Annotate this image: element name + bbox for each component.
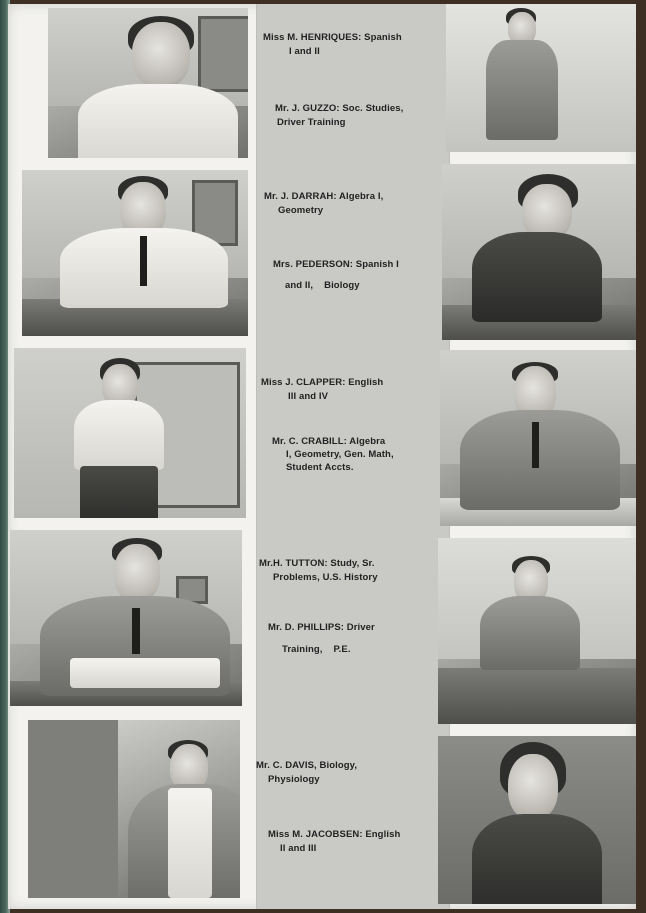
caption-line: Physiology bbox=[268, 774, 320, 785]
caption-line: I, Geometry, Gen. Math, bbox=[286, 449, 394, 460]
caption-line: Driver Training bbox=[277, 117, 346, 128]
caption-davis bbox=[256, 759, 357, 787]
photo-pederson bbox=[442, 164, 636, 340]
caption-line: Mr. J. DARRAH: Algebra I, bbox=[264, 191, 384, 202]
photo-darrah bbox=[22, 170, 248, 336]
photo-jacobsen bbox=[438, 736, 636, 904]
caption-line: Miss M. JACOBSEN: English bbox=[268, 829, 401, 840]
photo-henriques bbox=[48, 8, 248, 158]
caption-line: Mr. J. GUZZO: Soc. Studies, bbox=[275, 103, 404, 114]
caption-guzzo bbox=[275, 102, 403, 130]
yearbook-page bbox=[8, 4, 636, 909]
photo-guzzo bbox=[446, 4, 636, 152]
caption-tutton bbox=[259, 557, 378, 585]
caption-phillips bbox=[268, 621, 375, 657]
caption-line: Mr. C. DAVIS, Biology, bbox=[256, 760, 358, 771]
caption-jacobsen bbox=[268, 828, 400, 856]
caption-line: Training, P.E. bbox=[282, 644, 351, 655]
caption-line: I and II bbox=[289, 46, 320, 57]
photo-davis bbox=[28, 720, 240, 898]
caption-line: Geometry bbox=[278, 205, 324, 216]
caption-crabill bbox=[272, 435, 394, 474]
caption-line: Student Accts. bbox=[286, 462, 354, 473]
photo-clapper bbox=[14, 348, 246, 518]
caption-line: Problems, U.S. History bbox=[273, 572, 378, 583]
photo-phillips bbox=[438, 538, 636, 724]
caption-line: Miss J. CLAPPER: English bbox=[261, 377, 384, 388]
caption-line: II and III bbox=[280, 843, 317, 854]
photo-crabill bbox=[440, 350, 636, 526]
caption-line: Mr.H. TUTTON: Study, Sr. bbox=[259, 558, 375, 569]
caption-clapper bbox=[261, 376, 383, 404]
caption-line: Mr. C. CRABILL: Algebra bbox=[272, 436, 386, 447]
caption-line: Mr. D. PHILLIPS: Driver bbox=[268, 622, 375, 633]
caption-pederson bbox=[273, 258, 399, 293]
photo-tutton bbox=[10, 530, 242, 706]
caption-line: and II, Biology bbox=[285, 280, 360, 291]
caption-henriques bbox=[263, 31, 402, 59]
caption-line: III and IV bbox=[288, 391, 329, 402]
caption-darrah bbox=[264, 190, 383, 218]
caption-line: Mrs. PEDERSON: Spanish I bbox=[273, 259, 399, 270]
caption-line: Miss M. HENRIQUES: Spanish bbox=[263, 32, 402, 43]
